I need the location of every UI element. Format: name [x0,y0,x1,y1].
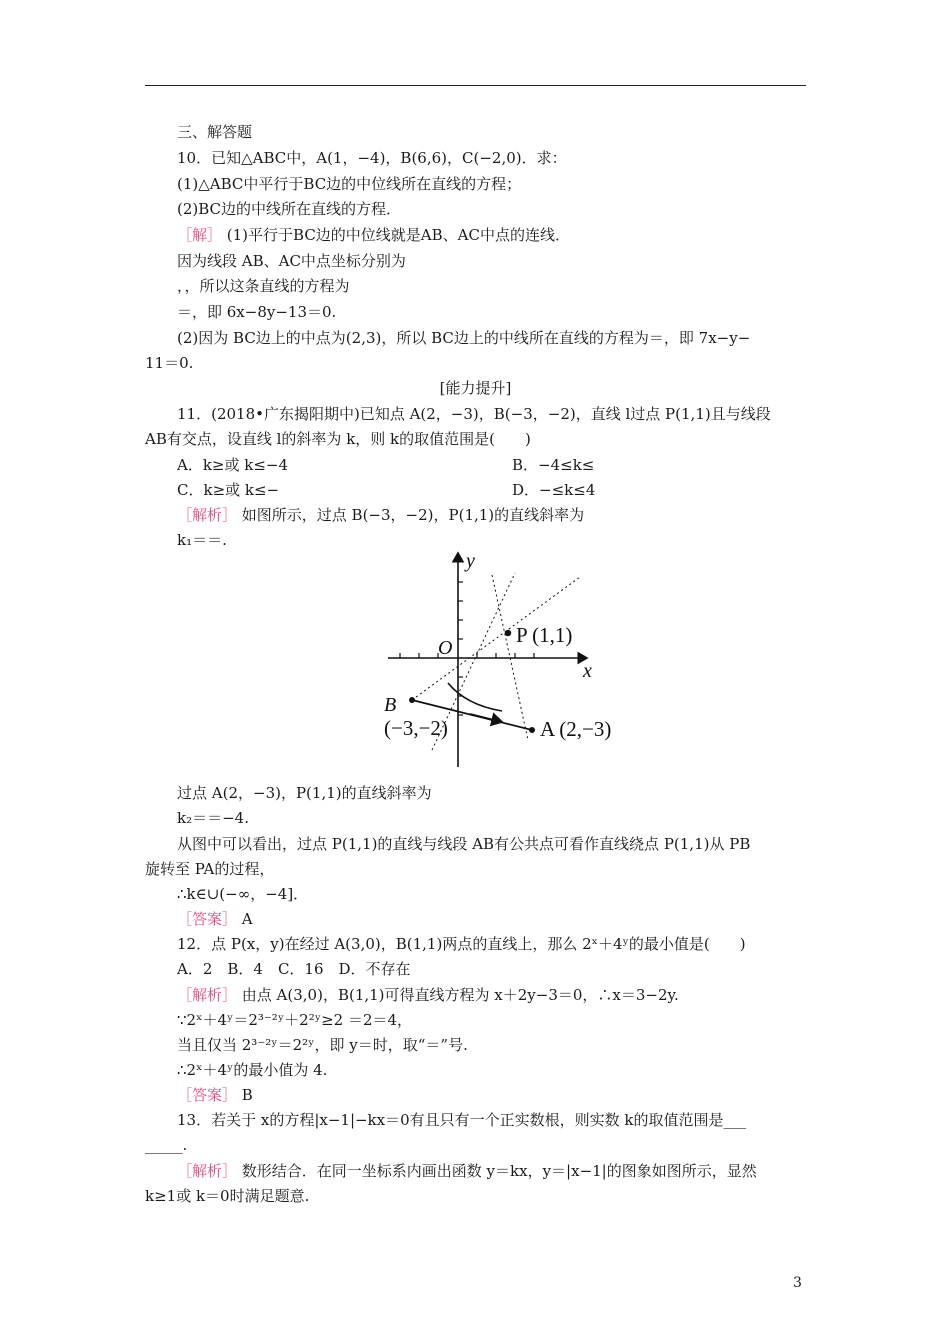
text-line [177,1110,746,1130]
line-text: k≥1或 k＝0时满足题意. [145,1187,310,1205]
line-text: ∵2ˣ＋4ʸ＝2³⁻²ʸ＋2²ʸ≥2 ＝2＝4， [177,1011,413,1029]
line-text: 从图中可以看出，过点 P(1,1)的直线与线段 AB有公共点可看作直线绕点 P(1,1)从 PB [177,835,751,853]
line-text: (1)平行于BC边的中位线就是AB、AC中点的连线． [222,226,570,244]
line-text: 11＝0. [145,354,194,372]
line-text: _____. [145,1136,188,1154]
line-text: (1)△ABC中平行于BC边的中位线所在直线的方程； [177,175,522,193]
rotation-arc [448,683,502,711]
text-line [177,174,521,194]
line-text: 旋转至 PA的过程， [145,860,275,878]
line-text: ＝，即 6x−8y−13＝0. [177,303,337,321]
text-line [177,505,584,525]
page-number: 3 [793,1275,802,1291]
line-text: 因为线段 AB、AC中点坐标分别为 [177,252,406,270]
line-text: B [237,1086,253,1104]
text-line [177,934,746,954]
text-line [177,455,288,475]
text-line [177,1035,468,1055]
line-text: ∴2ˣ＋4ʸ的最小值为 4. [177,1061,328,1079]
point-p-dot [505,630,511,636]
text-line [177,199,401,219]
point-b-coords: (−3,−2) [384,716,448,740]
text-line [512,480,595,500]
line-text: 过点 A(2，−3)，P(1,1)的直线斜率为 [177,784,432,802]
line-text: 三、解答题 [177,123,253,141]
line-text: 数形结合．在同一坐标系内画出函数 y＝kx，y＝|x−1|的图象如图所示，显然 [237,1162,757,1180]
text-line [177,1060,327,1080]
text-line [177,808,249,828]
text-line [177,276,350,296]
text-line [177,1085,253,1105]
text-line [145,1135,187,1155]
segment-arrow [470,714,502,722]
line-text: 当且仅当 2³⁻²ʸ＝2²ʸ，即 y＝时，取“＝”号. [177,1036,468,1054]
line-text: 13．若关于 x的方程|x−1|−kx＝0有且只有一个正实数根，则实数 k的取值范围是___ [177,1111,747,1129]
line-text: ∴k∈∪(−∞，−4]． [177,885,309,903]
coordinate-figure [380,545,630,770]
line-text: [能力提升] [439,379,512,397]
header-rule [145,85,806,86]
text-line [177,302,336,322]
line-text: 12．点 P(x，y)在经过 A(3,0)，B(1,1)两点的直线上，那么 2ˣ＋4ʸ的最小值是( ) [177,935,746,953]
axis-x-label: x [583,660,592,682]
line-text: 如图所示，过点 B(−3，−2)，P(1,1)的直线斜率为 [237,506,585,524]
line-text: k₁＝＝. [177,531,227,549]
line-text: k₂＝＝−4. [177,809,249,827]
line-text: 由点 A(3,0)，B(1,1)可得直线方程为 x＋2y−3＝0，∴x＝3−2y. [237,986,679,1004]
text-line [145,429,531,449]
text-line [177,251,406,271]
line-text: D．−≤k≤4 [512,481,596,499]
point-a-label: A (2,−3) [540,717,612,741]
point-b-label: B [384,694,397,716]
line-text: 11．(2018•广东揭阳期中)已知点 A(2，−3)，B(−3，−2)，直线 l过点 P(1,1)且与线段 [177,405,771,423]
text-line [177,404,771,424]
section-tag: ［解析］ [177,506,238,524]
text-line [145,859,274,879]
line-text: (2)BC边的中线所在直线的方程． [177,200,402,218]
text-line [177,909,253,929]
text-line [177,884,308,904]
text-line [177,959,411,979]
text-line [177,783,432,803]
text-line [177,328,750,348]
point-b-dot [409,697,415,703]
text-line [177,530,227,550]
text-line [177,834,750,854]
text-line [177,480,279,500]
text-line [177,1161,757,1181]
text-line [177,148,567,168]
section-tag: ［答案］ [177,910,238,928]
line-text: A [237,910,253,928]
section-tag: ［答案］ [177,1086,238,1104]
text-line [177,985,679,1005]
line-text: B．−4≤k≤ [512,456,595,474]
line-text: ，，所以这条直线的方程为 [177,277,350,295]
section-tag: ［解析］ [177,1162,238,1180]
line-text: AB有交点，设直线 l的斜率为 k，则 k的取值范围是( ) [145,430,531,448]
text-line [177,225,570,245]
line-text: A．k≥或 k≤−4 [177,456,289,474]
line-text: C．k≥或 k≤− [177,481,280,499]
line-text: 10．已知△ABC中，A(1，−4)，B(6,6)，C(−2,0)．求： [177,149,567,167]
axis-y-label: y [466,550,475,572]
point-a-dot [529,727,535,733]
text-line [177,1010,412,1030]
origin-label: O [438,637,453,659]
text-line [145,378,806,398]
section-tag: ［解］ [177,226,223,244]
line-text: A．2 B．4 C．16 D．不存在 [177,960,411,978]
text-line [145,1186,309,1206]
line-text: (2)因为 BC边上的中点为(2,3)，所以 BC边上的中线所在直线的方程为＝，即 7x−y− [177,329,751,347]
section-tag: ［解析］ [177,986,238,1004]
text-line [512,455,594,475]
point-p-label: P (1,1) [516,623,573,647]
text-line [177,122,252,142]
text-line [145,353,193,373]
